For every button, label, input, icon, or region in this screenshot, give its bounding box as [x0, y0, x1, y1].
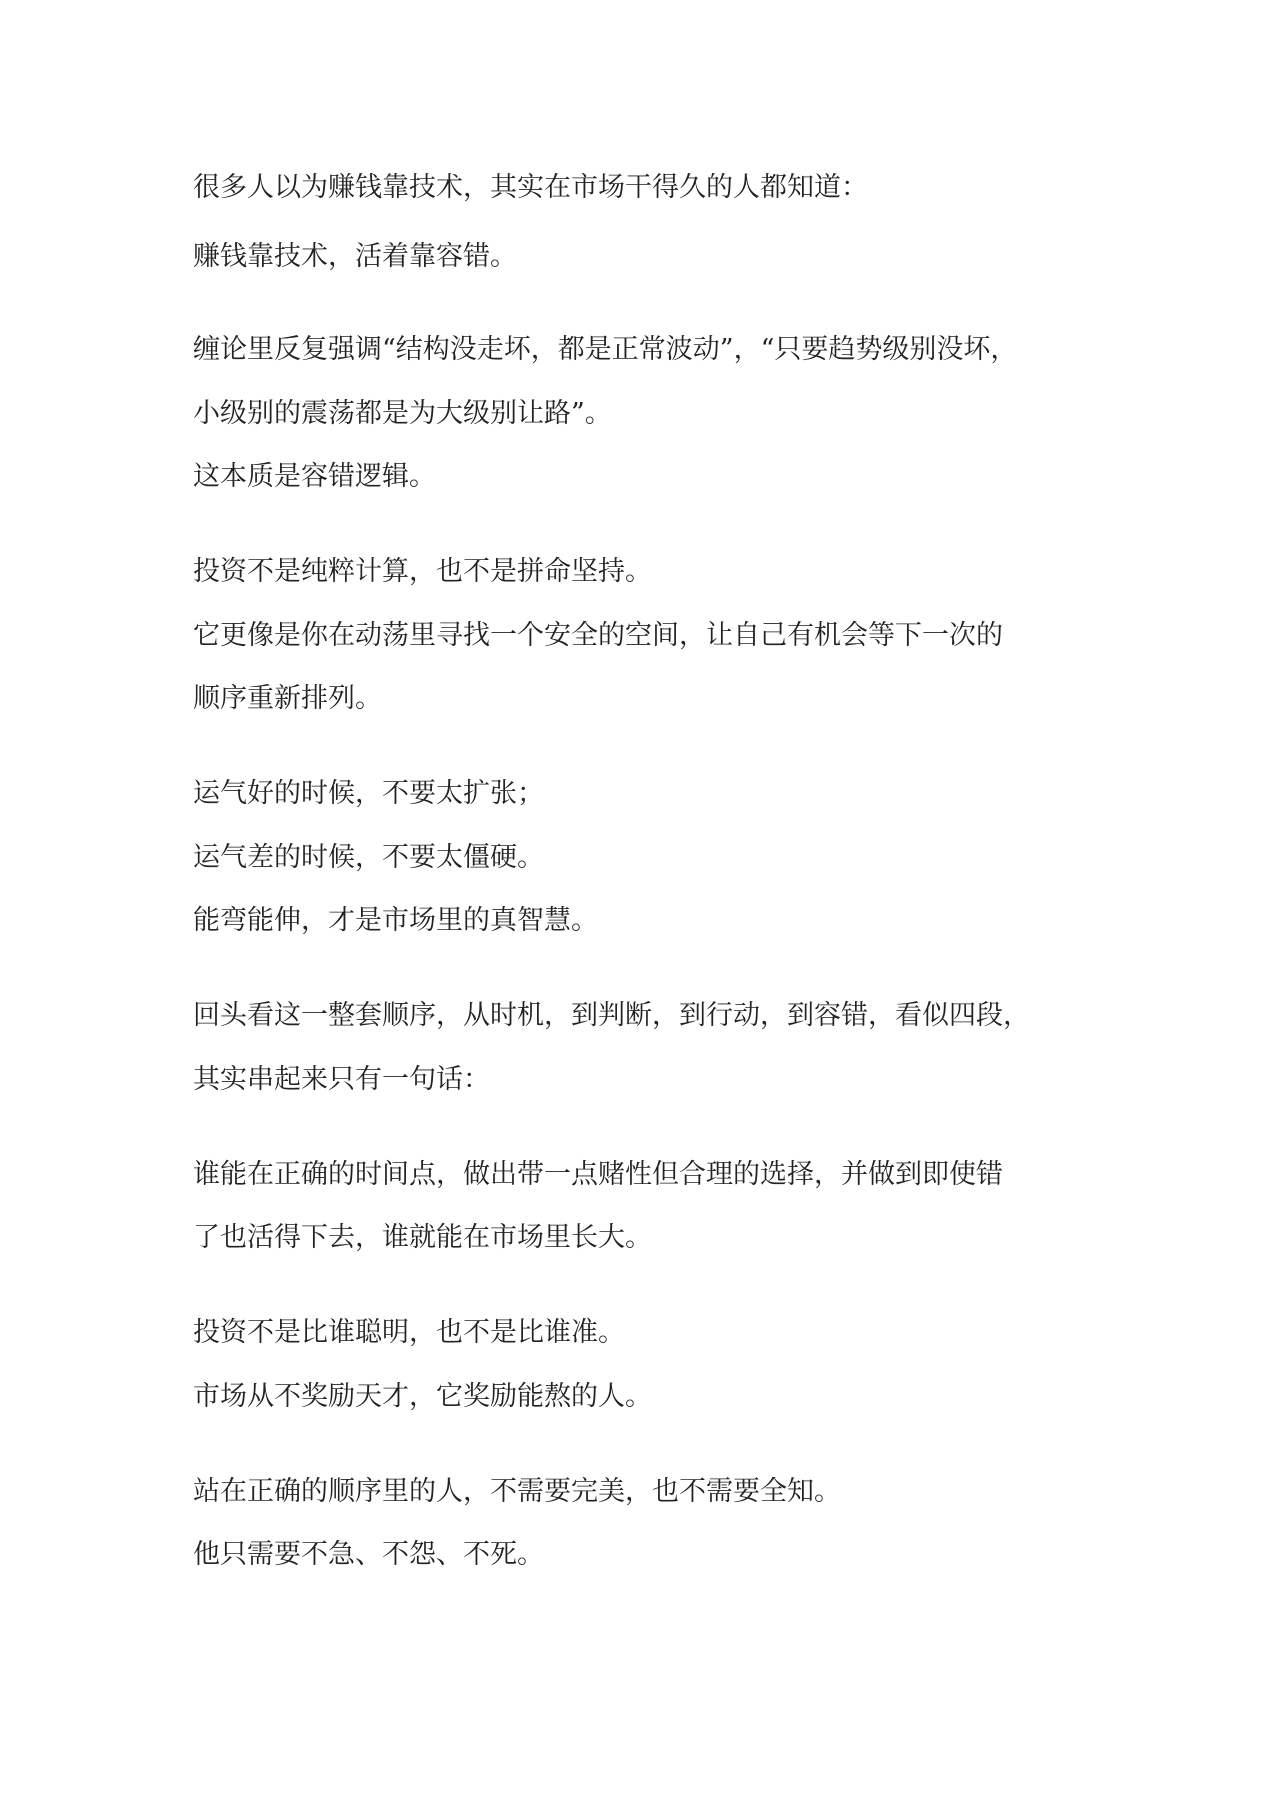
text-line: 了也活得下去，谁就能在市场里长大。: [193, 1222, 652, 1253]
text-line: 小级别的震荡都是为大级别让路”。: [193, 398, 612, 429]
text-line: 运气差的时候，不要太僵硬。: [193, 842, 544, 873]
text-line: 顺序重新排列。: [193, 683, 382, 714]
text-line: 投资不是比谁聪明，也不是比谁准。: [193, 1317, 625, 1348]
text-line: 它更像是你在动荡里寻找一个安全的空间，让自己有机会等下一次的: [193, 620, 1003, 651]
text-line: 运气好的时候，不要太扩张；: [193, 778, 544, 809]
text-line: 这本质是容错逻辑。: [193, 461, 436, 492]
text-line: 其实串起来只有一句话：: [193, 1064, 490, 1095]
text-line: 能弯能伸，才是市场里的真智慧。: [193, 905, 598, 936]
text-line: 投资不是纯粹计算，也不是拼命坚持。: [193, 556, 652, 587]
text-line: 谁能在正确的时间点，做出带一点赌性但合理的选择，并做到即使错: [193, 1159, 1003, 1190]
text-line: 市场从不奖励天才，它奖励能熬的人。: [193, 1381, 652, 1412]
text-line: 缠论里反复强调“结构没走坏，都是正常波动”，“只要趋势级别没坏，: [193, 334, 1018, 365]
text-line: 很多人以为赚钱靠技术，其实在市场干得久的人都知道：: [193, 172, 868, 203]
text-line: 他只需要不急、不怨、不死。: [193, 1539, 544, 1570]
text-line: 回头看这一整套顺序，从时机，到判断，到行动，到容错，看似四段，: [193, 1000, 1030, 1031]
text-line: 站在正确的顺序里的人，不需要完美，也不需要全知。: [193, 1476, 841, 1507]
text-line: 赚钱靠技术，活着靠容错。: [193, 241, 517, 272]
